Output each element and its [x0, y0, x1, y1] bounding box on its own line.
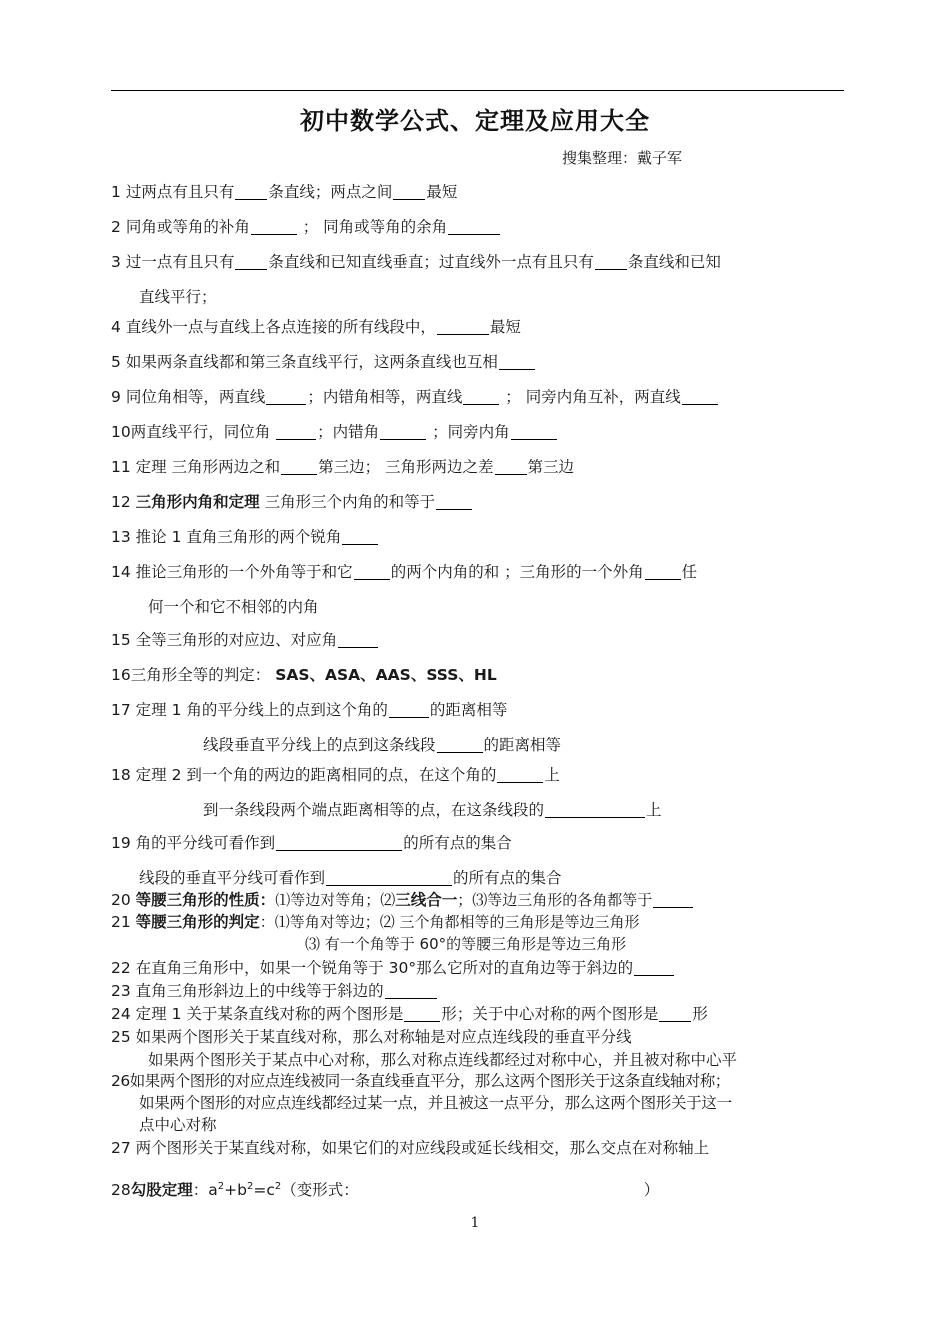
item-26-cont [139, 1091, 732, 1113]
text-segment: 18 [111, 766, 131, 784]
text-segment: 推论 1 直角三角形的两个锐角 [135, 528, 342, 546]
text-segment: 直线平行； [139, 288, 217, 306]
text-segment: 过两点有且只有 [125, 183, 235, 201]
text-segment: 直角三角形斜边上的中线等于斜边的 [135, 982, 384, 1000]
text-segment: 11 [111, 458, 131, 476]
item-3-cont [139, 285, 217, 307]
text-segment: 5 [111, 353, 121, 371]
text-segment: 定理 1 角的平分线上的点到这个角的 [135, 701, 388, 719]
blank [276, 835, 402, 852]
text-segment: 16 [111, 666, 131, 684]
text-segment: ；内错角相等，两直线 [307, 388, 463, 406]
text-segment: 如果两个图形的对应点连线被同一条直线垂直平分，那么这两个图形关于这条直线轴对称； [129, 1072, 730, 1090]
text-segment: 定理 1 关于某条直线对称的两个图形是 [135, 1005, 404, 1023]
text-segment: ；⑶等边三角形的各角都等于 [457, 891, 653, 909]
blank [385, 983, 437, 1000]
blank [235, 184, 267, 201]
text-segment: 两个图形关于某直线对称，如果它们的对应线段或延长线相交，那么交点在对称轴上 [135, 1139, 710, 1157]
blank [404, 1006, 440, 1023]
item-14-cont [148, 595, 319, 617]
text-segment: 23 [111, 982, 131, 1000]
text-segment: 角的平分线可看作到 [135, 834, 276, 852]
item-21-cont [305, 933, 626, 954]
text-segment: 线段垂直平分线上的点到这条线段 [203, 736, 436, 754]
page-title: 初中数学公式、定理及应用大全 [300, 107, 650, 135]
text-segment: 三线合一 [395, 891, 458, 909]
blank [645, 564, 681, 581]
text-segment: 全等三角形的对应边、对应角 [135, 631, 338, 649]
text-segment: ；同旁内角 [427, 423, 510, 441]
text-segment: 两直线平行，同位角 [130, 423, 276, 441]
text-segment: 10 [111, 423, 131, 441]
text-segment: 形；关于中心对称的两个图形是 [441, 1005, 659, 1023]
text-segment: 24 [111, 1005, 131, 1023]
text-segment: =c [253, 1181, 275, 1199]
text-segment: 的所有点的集合 [403, 834, 512, 852]
blank [595, 254, 627, 271]
text-segment: 最短 [489, 318, 521, 336]
text-segment: 2 [246, 1181, 254, 1192]
blank [499, 354, 535, 371]
item-13 [111, 525, 379, 547]
blank [659, 1006, 691, 1023]
item-14 [111, 560, 697, 582]
text-segment: ：a [192, 1181, 218, 1199]
text-segment: ； 同角或等角的余角 [297, 218, 448, 236]
text-segment: 定理 三角形两边之和 [135, 458, 281, 476]
text-segment: ；内错角 [317, 423, 380, 441]
blank [463, 389, 499, 406]
text-segment: 20 [111, 891, 131, 909]
text-segment: 到一条线段两个端点距离相等的点，在这条线段的 [203, 801, 545, 819]
text-segment: 第三边； 三角形两边之差 [318, 458, 494, 476]
text-segment: ； 同旁内角互补，两直线 [500, 388, 681, 406]
item-9 [111, 385, 719, 407]
text-segment: 3 [111, 253, 121, 271]
text-segment: 4 [111, 318, 121, 336]
text-segment: ：⑴等角对等边；⑵ 三个角都相等的三角形是等边三角形 [259, 913, 640, 931]
text-segment: 的距离相等 [483, 736, 562, 754]
text-segment: 三角形内角和定理 [135, 493, 260, 511]
text-segment: 过一点有且只有 [125, 253, 235, 271]
text-segment: 17 [111, 701, 131, 719]
item-19 [111, 831, 512, 853]
text-segment: ） [643, 1181, 660, 1199]
text-segment: 12 [111, 493, 131, 511]
text-segment: 等腰三角形的性质： [135, 891, 276, 909]
item-2 [111, 215, 501, 237]
blank [437, 319, 489, 336]
item-1 [111, 180, 457, 202]
text-segment: 推论三角形的一个外角等于和它 [135, 563, 353, 581]
item-23 [111, 979, 438, 1001]
item-17-cont [203, 733, 561, 755]
item-16 [111, 663, 497, 685]
text-segment: 点中心对称 [139, 1116, 217, 1134]
text-segment: 28 [111, 1181, 131, 1199]
text-segment: （变形式： [281, 1181, 359, 1199]
text-segment: 任 [681, 563, 698, 581]
blank [380, 424, 426, 441]
text-segment: 25 [111, 1028, 131, 1046]
header-rule [111, 90, 844, 91]
blank [497, 767, 543, 784]
text-segment: 2 [217, 1181, 225, 1192]
text-segment: 13 [111, 528, 131, 546]
item-11 [111, 455, 574, 477]
blank [436, 494, 472, 511]
text-segment: 勾股定理 [130, 1181, 193, 1199]
item-5 [111, 350, 536, 372]
text-segment: 同位角相等，两直线 [125, 388, 266, 406]
blank [389, 702, 429, 719]
item-25-cont [148, 1048, 737, 1070]
page-number: 1 [470, 1215, 480, 1231]
text-segment: 等腰三角形的判定 [135, 913, 260, 931]
text-segment: 同角或等角的补角 [125, 218, 250, 236]
blank [653, 892, 693, 909]
blank [437, 737, 483, 754]
item-26-cont2 [139, 1113, 217, 1135]
text-segment: 2 [274, 1181, 282, 1192]
text-segment: +b [224, 1181, 247, 1199]
text-segment: 条直线；两点之间 [268, 183, 393, 201]
blank [354, 564, 390, 581]
item-3 [111, 250, 721, 272]
text-segment: 何一个和它不相邻的内角 [148, 598, 319, 616]
text-segment: 26 [111, 1072, 130, 1090]
text-segment: 上 [646, 801, 662, 819]
item-4 [111, 315, 521, 337]
item-28 [111, 1178, 659, 1200]
text-segment: ⑴等边对等角；⑵ [275, 891, 396, 909]
blank [266, 389, 306, 406]
text-segment: 的距离相等 [429, 701, 508, 719]
blank [338, 632, 378, 649]
item-12 [111, 490, 473, 512]
text-segment: 最短 [426, 183, 458, 201]
text-segment: 第三边 [527, 458, 575, 476]
text-segment: 2 [111, 218, 121, 236]
text-segment: 条直线和已知直线垂直；过直线外一点有且只有 [268, 253, 594, 271]
blank [634, 960, 674, 977]
text-segment: 14 [111, 563, 131, 581]
text-segment: 三角形全等的判定： [130, 666, 271, 684]
text-segment: 上 [544, 766, 560, 784]
text-segment: 三角形三个内角的和等于 [259, 493, 436, 511]
text-segment: 15 [111, 631, 131, 649]
text-segment: 条直线和已知 [627, 253, 721, 271]
text-segment: ⑶ 有一个角等于 60°的等腰三角形是等边三角形 [305, 935, 627, 953]
text-segment: SAS、ASA、AAS、SSS、HL [275, 666, 497, 684]
blank [682, 389, 718, 406]
item-15 [111, 628, 379, 650]
item-20 [111, 888, 694, 910]
item-24 [111, 1002, 708, 1024]
text-segment: 的两个内角的和 ；三角形的一个外角 [390, 563, 644, 581]
blank [276, 424, 316, 441]
blank [251, 219, 297, 236]
text-segment: 19 [111, 834, 131, 852]
item-18-cont [203, 798, 662, 820]
text-segment: 如果两个图形关于某点中心对称，那么对称点连线都经过对称中心，并且被对称中心平 [148, 1051, 738, 1069]
text-segment: 在直角三角形中，如果一个锐角等于 30°那么它所对的直角边等于斜边的 [135, 959, 634, 977]
blank [495, 459, 527, 476]
author-credit: 搜集整理：戴子军 [562, 149, 683, 167]
blank [235, 254, 267, 271]
item-26 [111, 1069, 730, 1091]
text-segment: 如果两个图形关于某直线对称，那么对称轴是对应点连线段的垂直平分线 [135, 1028, 632, 1046]
text-segment: 21 [111, 913, 131, 931]
text-segment: 如果两条直线都和第三条直线平行，这两条直线也互相 [125, 353, 498, 371]
blank [342, 529, 378, 546]
blank [511, 424, 557, 441]
text-segment: 的所有点的集合 [453, 869, 562, 887]
item-17 [111, 698, 507, 720]
item-22 [111, 956, 675, 978]
text-segment: 22 [111, 959, 131, 977]
item-21 [111, 910, 639, 932]
item-18 [111, 763, 560, 785]
text-segment: 直线外一点与直线上各点连接的所有线段中， [125, 318, 436, 336]
text-segment: 如果两个图形的对应点连线都经过某一点，并且被这一点平分，那么这两个图形关于这一 [139, 1094, 732, 1112]
text-segment: 形 [692, 1005, 708, 1023]
item-25 [111, 1025, 632, 1047]
text-segment: 27 [111, 1139, 131, 1157]
blank [393, 184, 425, 201]
blank [281, 459, 317, 476]
item-10 [111, 420, 558, 442]
text-segment: 1 [111, 183, 121, 201]
text-segment: 9 [111, 388, 121, 406]
text-segment: 定理 2 到一个角的两边的距离相同的点，在这个角的 [135, 766, 497, 784]
item-27 [111, 1136, 709, 1158]
blank [545, 802, 645, 819]
item-19-cont [139, 866, 562, 888]
blank [448, 219, 500, 236]
blank [326, 870, 452, 887]
text-segment: 线段的垂直平分线可看作到 [139, 869, 326, 887]
